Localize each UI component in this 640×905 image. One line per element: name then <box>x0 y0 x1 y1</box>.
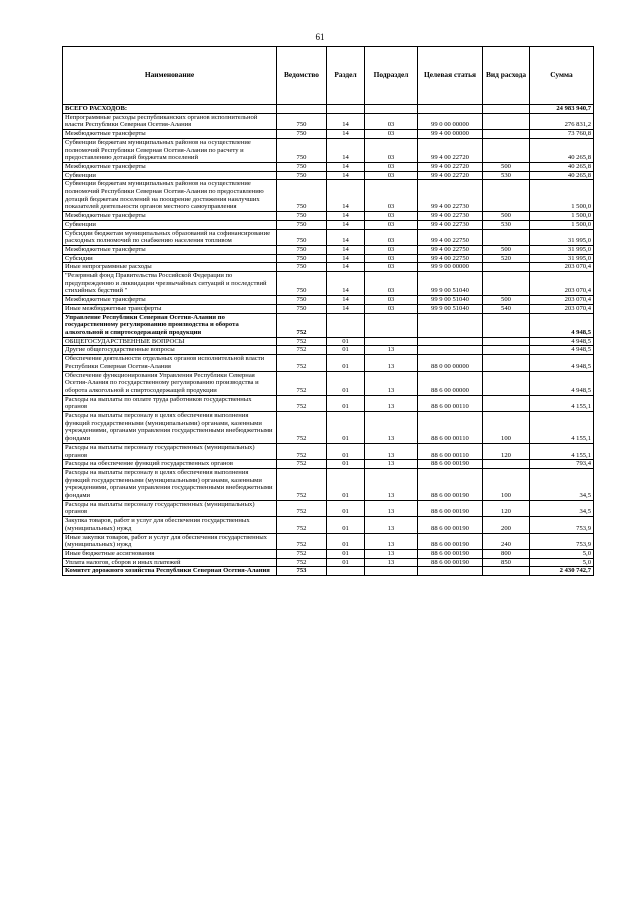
cell-name: Субсидии бюджетам муниципальных образований на софинансирование расходных полномочий по снабжению населения топливом <box>63 229 277 245</box>
table-row <box>63 138 594 162</box>
cell-name: Управление Республики Северная Осетия-Алания по государственному регулированию производства и оборота алкогольной и спиртосодержащей продукции <box>63 313 277 337</box>
cell-podrazdel: 03 <box>365 220 418 229</box>
cell-amount: 31 995,0 <box>530 254 594 263</box>
table-row <box>63 517 594 533</box>
cell-vedomstvo: 752 <box>277 500 327 516</box>
cell-podrazdel: 13 <box>365 500 418 516</box>
cell-podrazdel: 03 <box>365 162 418 171</box>
cell-expense-type: 100 <box>483 468 530 500</box>
cell-name: ВСЕГО РАСХОДОВ: <box>63 105 277 114</box>
cell-name: Расходы на выплаты персоналу в целях обеспечения выполнения функций государственными (муниципальными) органами, казенными учреждениями, органами управления государственными внебюджетными фондами <box>63 468 277 500</box>
cell-target-article: 99 4 00 22720 <box>418 171 483 180</box>
cell-amount: 40 265,8 <box>530 138 594 162</box>
cell-target-article: 88 6 00 00000 <box>418 371 483 395</box>
cell-razdel: 01 <box>327 371 365 395</box>
page-number: 61 <box>315 32 325 42</box>
cell-expense-type: 500 <box>483 296 530 305</box>
cell-razdel: 01 <box>327 443 365 459</box>
table-row <box>63 533 594 549</box>
cell-razdel: 14 <box>327 212 365 221</box>
cell-name: Обеспечение деятельности отдельных органов исполнительной власти Республики Северная Осетия-Алания <box>63 355 277 371</box>
table-row <box>63 180 594 212</box>
table-row <box>63 412 594 444</box>
cell-name: Субвенции бюджетам муниципальных районов на осуществление полномочий Республики Северная Осетия-Алания по предоставлению дотаций бюджетам поселений на поощрение достижения наилучших показателей деятельности органов местного самоуправления <box>63 180 277 212</box>
cell-vedomstvo: 750 <box>277 263 327 272</box>
header-podrazdel: Подраздел <box>365 47 418 105</box>
cell-amount: 24 983 940,7 <box>530 105 594 114</box>
cell-vedomstvo <box>277 105 327 114</box>
header-expense-type: Вид расхода <box>483 47 530 105</box>
cell-podrazdel: 13 <box>365 468 418 500</box>
cell-amount: 4 948,5 <box>530 337 594 346</box>
cell-razdel: 14 <box>327 263 365 272</box>
cell-podrazdel: 03 <box>365 113 418 129</box>
cell-amount: 753,9 <box>530 517 594 533</box>
cell-podrazdel <box>365 313 418 337</box>
table-row <box>63 371 594 395</box>
cell-expense-type <box>483 229 530 245</box>
cell-expense-type <box>483 138 530 162</box>
cell-name: Субвенции бюджетам муниципальных районов на осуществление полномочий Республики Северная Осетия-Алания по расчету и предоставлению дотаций бюджетам поселений <box>63 138 277 162</box>
cell-name: Субсидии <box>63 254 277 263</box>
cell-amount: 793,4 <box>530 460 594 469</box>
cell-name: Межбюджетные трансферты <box>63 162 277 171</box>
cell-razdel: 14 <box>327 171 365 180</box>
cell-target-article: 88 0 00 00000 <box>418 355 483 371</box>
cell-target-article: 99 0 00 00000 <box>418 113 483 129</box>
cell-vedomstvo: 752 <box>277 313 327 337</box>
cell-target-article: 88 6 00 00190 <box>418 500 483 516</box>
cell-podrazdel: 03 <box>365 229 418 245</box>
cell-expense-type: 540 <box>483 304 530 313</box>
table-row <box>63 346 594 355</box>
cell-razdel: 01 <box>327 500 365 516</box>
cell-target-article: 88 6 00 00190 <box>418 460 483 469</box>
cell-expense-type <box>483 105 530 114</box>
table-row <box>63 162 594 171</box>
cell-razdel: 01 <box>327 395 365 411</box>
cell-target-article <box>418 337 483 346</box>
cell-razdel: 01 <box>327 346 365 355</box>
cell-podrazdel: 03 <box>365 180 418 212</box>
cell-expense-type <box>483 395 530 411</box>
cell-podrazdel <box>365 567 418 576</box>
cell-razdel: 14 <box>327 113 365 129</box>
cell-razdel: 01 <box>327 355 365 371</box>
cell-name: Расходы на выплаты персоналу государственных (муниципальных) органов <box>63 500 277 516</box>
cell-name: Субвенции <box>63 171 277 180</box>
cell-vedomstvo: 752 <box>277 395 327 411</box>
cell-amount: 1 500,0 <box>530 180 594 212</box>
cell-vedomstvo: 753 <box>277 567 327 576</box>
cell-podrazdel: 13 <box>365 558 418 567</box>
cell-target-article: 99 9 00 51040 <box>418 296 483 305</box>
cell-name: Комитет дорожного хозяйства Республики Северная Осетия-Алания <box>63 567 277 576</box>
cell-target-article: 88 6 00 00190 <box>418 549 483 558</box>
cell-expense-type <box>483 337 530 346</box>
cell-podrazdel: 03 <box>365 212 418 221</box>
cell-vedomstvo: 750 <box>277 138 327 162</box>
cell-target-article: 99 9 00 51040 <box>418 272 483 296</box>
cell-target-article <box>418 313 483 337</box>
table-row <box>63 212 594 221</box>
table-row <box>63 229 594 245</box>
cell-vedomstvo: 750 <box>277 212 327 221</box>
cell-expense-type: 500 <box>483 162 530 171</box>
cell-podrazdel: 03 <box>365 138 418 162</box>
header-name: Наименование <box>63 47 277 105</box>
cell-razdel: 01 <box>327 549 365 558</box>
cell-expense-type <box>483 272 530 296</box>
cell-vedomstvo: 750 <box>277 229 327 245</box>
cell-name: Уплата налогов, сборов и иных платежей <box>63 558 277 567</box>
table-row <box>63 130 594 139</box>
cell-podrazdel: 13 <box>365 371 418 395</box>
cell-razdel: 14 <box>327 296 365 305</box>
cell-amount: 1 500,0 <box>530 220 594 229</box>
cell-razdel: 01 <box>327 468 365 500</box>
table-row <box>63 355 594 371</box>
cell-amount: 31 995,0 <box>530 245 594 254</box>
table-row <box>63 558 594 567</box>
cell-podrazdel: 03 <box>365 171 418 180</box>
cell-target-article: 99 4 00 00000 <box>418 130 483 139</box>
cell-amount: 4 948,5 <box>530 313 594 337</box>
table-row <box>63 296 594 305</box>
cell-target-article: 88 6 00 00110 <box>418 443 483 459</box>
cell-podrazdel: 13 <box>365 460 418 469</box>
table-row <box>63 500 594 516</box>
cell-expense-type <box>483 180 530 212</box>
cell-amount: 2 430 742,7 <box>530 567 594 576</box>
cell-target-article: 99 4 00 22750 <box>418 229 483 245</box>
table-row <box>63 113 594 129</box>
cell-target-article: 99 4 00 22730 <box>418 212 483 221</box>
cell-target-article: 88 6 00 00110 <box>418 412 483 444</box>
cell-expense-type <box>483 460 530 469</box>
cell-name: Расходы на обеспечение функций государственных органов <box>63 460 277 469</box>
table-row <box>63 245 594 254</box>
table-row <box>63 460 594 469</box>
table-row <box>63 567 594 576</box>
table-row <box>63 395 594 411</box>
cell-razdel <box>327 567 365 576</box>
cell-vedomstvo: 752 <box>277 549 327 558</box>
cell-razdel: 14 <box>327 304 365 313</box>
cell-expense-type <box>483 313 530 337</box>
cell-vedomstvo: 752 <box>277 337 327 346</box>
budget-table <box>62 46 594 576</box>
cell-vedomstvo: 750 <box>277 304 327 313</box>
cell-amount: 40 265,8 <box>530 162 594 171</box>
cell-amount: 4 948,5 <box>530 346 594 355</box>
cell-vedomstvo: 752 <box>277 443 327 459</box>
table-row <box>63 337 594 346</box>
cell-podrazdel: 03 <box>365 304 418 313</box>
cell-podrazdel: 03 <box>365 245 418 254</box>
cell-amount: 34,5 <box>530 468 594 500</box>
table-row <box>63 304 594 313</box>
cell-podrazdel: 13 <box>365 443 418 459</box>
cell-name: Другие общегосударственные вопросы <box>63 346 277 355</box>
cell-razdel: 14 <box>327 272 365 296</box>
cell-target-article <box>418 567 483 576</box>
cell-target-article <box>418 346 483 355</box>
cell-target-article: 88 6 00 00190 <box>418 517 483 533</box>
cell-amount: 203 070,4 <box>530 296 594 305</box>
cell-vedomstvo: 750 <box>277 254 327 263</box>
cell-target-article: 99 4 00 22730 <box>418 180 483 212</box>
cell-razdel: 14 <box>327 220 365 229</box>
cell-target-article: 99 4 00 22750 <box>418 254 483 263</box>
cell-razdel: 01 <box>327 558 365 567</box>
cell-vedomstvo: 750 <box>277 245 327 254</box>
cell-amount: 4 155,1 <box>530 443 594 459</box>
cell-name: Субвенции <box>63 220 277 229</box>
cell-razdel <box>327 313 365 337</box>
cell-expense-type: 530 <box>483 171 530 180</box>
cell-vedomstvo: 752 <box>277 468 327 500</box>
cell-razdel: 01 <box>327 337 365 346</box>
cell-name: Иные бюджетные ассигнования <box>63 549 277 558</box>
cell-vedomstvo: 752 <box>277 355 327 371</box>
cell-target-article: 88 6 00 00110 <box>418 395 483 411</box>
cell-razdel: 14 <box>327 130 365 139</box>
cell-amount: 276 831,2 <box>530 113 594 129</box>
cell-razdel: 01 <box>327 412 365 444</box>
header-amount: Сумма <box>530 47 594 105</box>
cell-vedomstvo: 752 <box>277 533 327 549</box>
cell-vedomstvo: 752 <box>277 371 327 395</box>
cell-amount: 34,5 <box>530 500 594 516</box>
cell-podrazdel: 13 <box>365 412 418 444</box>
cell-name: Расходы на выплаты персоналу государственных (муниципальных) органов <box>63 443 277 459</box>
header-vedomstvo: Ведомство <box>277 47 327 105</box>
cell-vedomstvo: 750 <box>277 220 327 229</box>
cell-razdel: 01 <box>327 517 365 533</box>
cell-amount: 203 070,4 <box>530 304 594 313</box>
cell-target-article: 88 6 00 00190 <box>418 558 483 567</box>
cell-name: Межбюджетные трансферты <box>63 245 277 254</box>
table-row <box>63 443 594 459</box>
cell-name: Межбюджетные трансферты <box>63 212 277 221</box>
cell-name: Расходы на выплаты по оплате труда работников государственных органов <box>63 395 277 411</box>
cell-expense-type: 100 <box>483 412 530 444</box>
cell-amount: 203 070,4 <box>530 263 594 272</box>
table-header-row <box>63 47 594 105</box>
cell-name: Закупка товаров, работ и услуг для обеспечения государственных (муниципальных) нужд <box>63 517 277 533</box>
cell-expense-type <box>483 355 530 371</box>
table-row <box>63 313 594 337</box>
cell-target-article: 99 4 00 22750 <box>418 245 483 254</box>
table-row <box>63 549 594 558</box>
cell-target-article <box>418 105 483 114</box>
cell-name: Обеспечение функционирования Управления Республики Северная Осетия-Алания по государственному регулированию производства и оборота алкогольной и спиртосодержащей продукции <box>63 371 277 395</box>
cell-amount: 5,0 <box>530 558 594 567</box>
table-row <box>63 468 594 500</box>
cell-vedomstvo: 750 <box>277 296 327 305</box>
cell-name: "Резервный фонд Правительства Российской Федерации по предупреждению и ликвидации чрезвычайных ситуаций и последствий стихийных бедствий " <box>63 272 277 296</box>
cell-amount: 40 265,8 <box>530 171 594 180</box>
cell-amount: 4 948,5 <box>530 355 594 371</box>
cell-name: Межбюджетные трансферты <box>63 296 277 305</box>
cell-razdel: 14 <box>327 162 365 171</box>
cell-podrazdel <box>365 337 418 346</box>
table-row <box>63 220 594 229</box>
cell-vedomstvo: 750 <box>277 130 327 139</box>
cell-podrazdel: 13 <box>365 395 418 411</box>
cell-name: Межбюджетные трансферты <box>63 130 277 139</box>
cell-amount: 31 995,0 <box>530 229 594 245</box>
cell-vedomstvo: 752 <box>277 517 327 533</box>
cell-razdel: 01 <box>327 460 365 469</box>
cell-vedomstvo: 750 <box>277 113 327 129</box>
cell-podrazdel: 03 <box>365 254 418 263</box>
cell-podrazdel: 13 <box>365 533 418 549</box>
header-target-article: Целевая статья <box>418 47 483 105</box>
cell-razdel: 01 <box>327 533 365 549</box>
cell-podrazdel: 03 <box>365 296 418 305</box>
cell-expense-type <box>483 567 530 576</box>
cell-expense-type: 240 <box>483 533 530 549</box>
cell-name: ОБЩЕГОСУДАРСТВЕННЫЕ ВОПРОСЫ <box>63 337 277 346</box>
cell-target-article: 99 9 00 00000 <box>418 263 483 272</box>
cell-target-article: 88 6 00 00190 <box>418 468 483 500</box>
cell-amount: 1 500,0 <box>530 212 594 221</box>
cell-expense-type <box>483 346 530 355</box>
cell-expense-type: 850 <box>483 558 530 567</box>
cell-amount: 4 155,1 <box>530 395 594 411</box>
cell-podrazdel: 03 <box>365 272 418 296</box>
table-row <box>63 272 594 296</box>
cell-target-article: 88 6 00 00190 <box>418 533 483 549</box>
cell-razdel: 14 <box>327 245 365 254</box>
cell-amount: 5,0 <box>530 549 594 558</box>
cell-expense-type: 120 <box>483 443 530 459</box>
cell-podrazdel: 03 <box>365 130 418 139</box>
cell-vedomstvo: 752 <box>277 460 327 469</box>
cell-name: Иные непрограммные расходы <box>63 263 277 272</box>
cell-expense-type <box>483 371 530 395</box>
cell-target-article: 99 4 00 22720 <box>418 162 483 171</box>
table-row <box>63 254 594 263</box>
cell-razdel: 14 <box>327 180 365 212</box>
cell-name: Расходы на выплаты персоналу в целях обеспечения выполнения функций государственными (муниципальными) органами, казенными учреждениями, органами управления государственными внебюджетными фондами <box>63 412 277 444</box>
cell-expense-type <box>483 113 530 129</box>
cell-target-article: 99 4 00 22730 <box>418 220 483 229</box>
cell-podrazdel: 13 <box>365 517 418 533</box>
table-row <box>63 105 594 114</box>
cell-podrazdel: 13 <box>365 355 418 371</box>
cell-podrazdel: 13 <box>365 549 418 558</box>
cell-razdel: 14 <box>327 254 365 263</box>
cell-target-article: 99 4 00 22720 <box>418 138 483 162</box>
cell-name: Иные закупки товаров, работ и услуг для обеспечения государственных (муниципальных) нужд <box>63 533 277 549</box>
cell-razdel: 14 <box>327 138 365 162</box>
cell-amount: 203 070,4 <box>530 272 594 296</box>
table-row <box>63 263 594 272</box>
cell-razdel: 14 <box>327 229 365 245</box>
cell-expense-type: 500 <box>483 212 530 221</box>
header-razdel: Раздел <box>327 47 365 105</box>
cell-name: Непрограммные расходы республиканских органов исполнительной власти Республики Северная Осетия-Алания <box>63 113 277 129</box>
cell-razdel <box>327 105 365 114</box>
cell-expense-type: 120 <box>483 500 530 516</box>
cell-amount: 73 760,8 <box>530 130 594 139</box>
cell-expense-type: 800 <box>483 549 530 558</box>
cell-expense-type <box>483 263 530 272</box>
cell-vedomstvo: 752 <box>277 346 327 355</box>
cell-vedomstvo: 750 <box>277 162 327 171</box>
cell-vedomstvo: 750 <box>277 272 327 296</box>
cell-vedomstvo: 750 <box>277 180 327 212</box>
cell-vedomstvo: 752 <box>277 558 327 567</box>
cell-expense-type: 200 <box>483 517 530 533</box>
cell-podrazdel: 03 <box>365 263 418 272</box>
cell-expense-type: 530 <box>483 220 530 229</box>
cell-amount: 4 948,5 <box>530 371 594 395</box>
cell-expense-type <box>483 130 530 139</box>
cell-amount: 4 155,1 <box>530 412 594 444</box>
cell-podrazdel: 13 <box>365 346 418 355</box>
cell-podrazdel <box>365 105 418 114</box>
cell-vedomstvo: 750 <box>277 171 327 180</box>
cell-amount: 753,9 <box>530 533 594 549</box>
cell-target-article: 99 9 00 51040 <box>418 304 483 313</box>
cell-name: Иные межбюджетные трансферты <box>63 304 277 313</box>
cell-expense-type: 520 <box>483 254 530 263</box>
table-row <box>63 171 594 180</box>
cell-expense-type: 500 <box>483 245 530 254</box>
cell-vedomstvo: 752 <box>277 412 327 444</box>
